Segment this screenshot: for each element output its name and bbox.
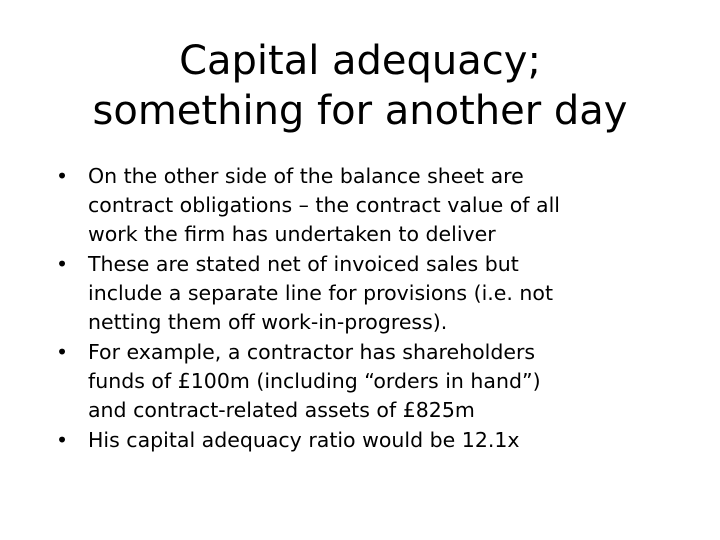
bullet-text-line: contract obligations – the contract value of all <box>88 193 560 217</box>
bullet-icon: • <box>56 340 69 364</box>
bullet-text-line: funds of £100m (including “orders in hand”) <box>88 369 541 393</box>
bullet-icon: • <box>56 428 69 452</box>
slide-title-line: something for another day <box>92 88 628 134</box>
bullet-item <box>56 426 696 455</box>
bullet-text-line: For example, a contractor has shareholders <box>88 340 536 364</box>
bullet-item <box>56 338 696 425</box>
bullet-text-line: These are stated net of invoiced sales but <box>88 252 519 276</box>
bullet-item <box>56 250 696 337</box>
bullet-icon: • <box>56 252 69 276</box>
bullet-text-line: and contract-related assets of £825m <box>88 398 475 422</box>
bullet-text-line: include a separate line for provisions (i.e. not <box>88 281 554 305</box>
bullet-text-line: work the firm has undertaken to deliver <box>88 222 496 246</box>
bullet-text-line: His capital adequacy ratio would be 12.1x <box>88 428 520 452</box>
slide-title-line: Capital adequacy; <box>179 38 541 84</box>
bullet-item <box>56 162 696 249</box>
bullet-list <box>56 162 696 456</box>
bullet-text-line: netting them off work-in-progress). <box>88 310 448 334</box>
bullet-text-line: On the other side of the balance sheet are <box>88 164 524 188</box>
slide-title <box>36 36 684 136</box>
bullet-icon: • <box>56 164 69 188</box>
